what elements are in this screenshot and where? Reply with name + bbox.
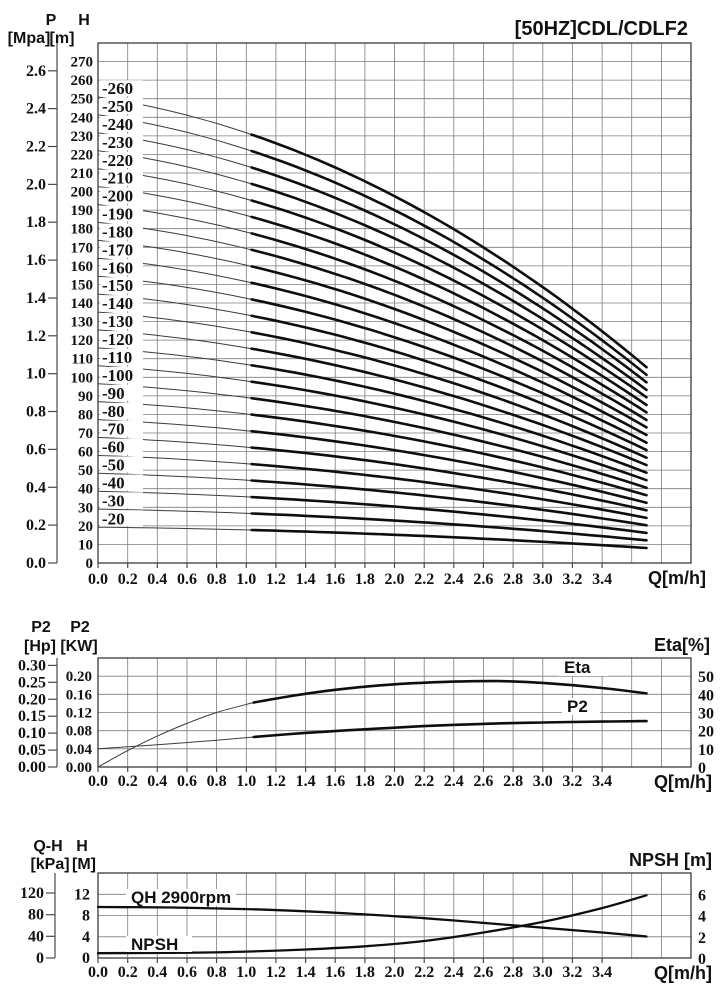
x-tick-label: 3.4 [592, 964, 613, 981]
npsh-tick-label: 4 [698, 908, 706, 926]
x-tick-label: 2.4 [443, 773, 464, 790]
x-tick-label: 1.6 [325, 571, 346, 588]
p-mpa-tick-label: 1.8 [26, 214, 46, 232]
h-m-tick-label: 120 [70, 333, 93, 350]
curve-label-40: -40 [102, 473, 125, 493]
h-m-tick-label: 230 [70, 128, 93, 145]
h-axis-header: H [78, 12, 90, 29]
h-m-tick-label: 240 [70, 110, 93, 127]
h-m-tick-label: 140 [70, 296, 93, 312]
p-mpa-tick-label: 2.6 [26, 62, 46, 80]
x-tick-label: 1.2 [265, 571, 286, 588]
x-tick-label: 3.2 [562, 964, 583, 981]
eta-tick-label: 0 [698, 760, 706, 777]
p-axis-header: P [45, 12, 57, 29]
p2-hp-tick-label: 0.30 [18, 657, 46, 675]
pump-curve-250 [252, 151, 647, 375]
p-mpa-tick-label: 1.4 [26, 290, 46, 307]
eta-tick-label: 10 [698, 741, 714, 759]
h-m-tick-label: 100 [70, 370, 93, 387]
p2-hp-tick-label: 0.25 [18, 674, 46, 692]
x-tick-label: 1.8 [354, 964, 375, 981]
npsh-tick-label: 2 [698, 929, 706, 947]
curve-label-170: -170 [102, 240, 134, 260]
x-tick-label: 1.4 [295, 773, 316, 790]
p2-kw-tick-label: 0.12 [65, 705, 92, 722]
curve-label-200: -200 [102, 186, 134, 206]
x-tick-label: 0.4 [147, 571, 168, 588]
p2-curve-low-flow [98, 737, 254, 749]
p-mpa-tick-label: 0.2 [26, 517, 46, 535]
curve-label-130: -130 [102, 312, 134, 332]
x-tick-label: 2.4 [443, 571, 464, 588]
pump-curve-20 [252, 530, 647, 548]
h-m-tick-label: 210 [70, 166, 93, 182]
h-m-tick-label: 30 [78, 500, 93, 517]
p-mpa-tick-label: 2.0 [26, 176, 46, 194]
p2-hp-header: P2 [31, 619, 51, 636]
h-axis-unit: [m] [49, 30, 75, 47]
npsh-curve-label: NPSH [131, 935, 179, 954]
h-m-tick-label: 80 [78, 407, 93, 424]
curve-label-110: -110 [102, 347, 133, 367]
curve-label-150: -150 [102, 276, 134, 296]
x-tick-label: 1.2 [265, 773, 286, 790]
x-tick-label: 3.4 [592, 773, 613, 790]
chart-title: [50HZ]CDL/CDLF2 [514, 18, 688, 40]
p2-hp-tick-label: 0.15 [18, 708, 46, 726]
x-tick-label: 1.6 [325, 773, 346, 790]
x-tick-label: 0.8 [206, 571, 227, 588]
h-m-tick-label: 8 [82, 907, 90, 925]
h-m-tick-label: 10 [78, 537, 93, 554]
p-mpa-tick-label: 0.0 [26, 555, 46, 572]
eta-tick-label: 30 [698, 705, 714, 723]
x-tick-label: 0.0 [88, 571, 108, 588]
x-tick-label: 1.0 [236, 773, 257, 790]
p2-kw-unit: [KW] [60, 638, 98, 655]
h-m-tick-label: 190 [70, 203, 93, 220]
curve-label-120: -120 [102, 330, 134, 350]
x-tick-label: 0.8 [206, 964, 227, 981]
curve-label-240: -240 [102, 115, 134, 134]
flow-axis-label-top: Q[m/h] [648, 568, 706, 588]
p2-curve-label: P2 [567, 697, 588, 716]
x-tick-label: 2.2 [414, 964, 435, 981]
h-m-tick-label: 20 [78, 518, 93, 535]
qh-kpa-header: Q-H [33, 838, 63, 855]
p-mpa-tick-label: 1.2 [26, 327, 46, 345]
x-tick-label: 1.8 [354, 571, 375, 588]
curve-label-230: -230 [102, 132, 134, 152]
x-tick-label: 0.0 [88, 964, 108, 981]
pump-curve-240 [252, 168, 647, 383]
h-m-tick-label: 12 [74, 886, 90, 904]
pump-curve-90 [252, 415, 647, 496]
h-m-tick-label: 110 [71, 351, 93, 368]
qh-kpa-tick-label: 0 [36, 950, 44, 967]
npsh-tick-label: 0 [698, 951, 706, 968]
h-m-tick-label: 260 [70, 73, 93, 90]
curve-label-50: -50 [102, 455, 125, 475]
power-efficiency-chart [18, 657, 714, 790]
pump-curve-100 [252, 398, 647, 488]
x-tick-label: 1.6 [325, 964, 346, 981]
x-tick-label: 2.2 [414, 773, 435, 790]
x-tick-label: 2.0 [384, 773, 405, 790]
p2-kw-tick-label: 0.20 [65, 669, 92, 686]
x-tick-label: 0.4 [147, 773, 168, 790]
h-m-tick-label: 0 [82, 950, 90, 967]
x-tick-label: 0.6 [177, 773, 197, 790]
p2-kw-tick-label: 0.08 [65, 723, 92, 740]
x-tick-label: 2.4 [443, 964, 464, 981]
eta-axis-label: Eta[%] [653, 635, 710, 655]
x-tick-label: 0.8 [206, 773, 227, 790]
h-m-tick-label: 160 [70, 258, 93, 275]
p2-hp-tick-label: 0.10 [18, 725, 46, 743]
x-tick-label: 0.6 [177, 964, 197, 981]
p-mpa-tick-label: 0.6 [26, 441, 46, 459]
x-tick-label: 1.4 [295, 571, 316, 588]
x-tick-label: 2.0 [384, 571, 405, 588]
x-tick-label: 0.2 [117, 773, 138, 790]
qh-kpa-tick-label: 40 [28, 928, 44, 946]
p-mpa-tick-label: 0.8 [26, 403, 46, 421]
curve-label-70: -70 [102, 419, 125, 439]
x-tick-label: 2.8 [503, 571, 524, 588]
x-tick-label: 2.2 [414, 571, 435, 588]
h-m-tick-label: 220 [70, 147, 93, 164]
h-m-header: H [76, 838, 88, 855]
h-m-tick-label: 4 [82, 928, 90, 946]
curve-label-250: -250 [102, 97, 134, 116]
curve-label-210: -210 [102, 168, 134, 188]
x-tick-label: 3.0 [532, 773, 553, 790]
h-m-tick-label: 90 [78, 388, 93, 405]
qh-npsh-chart [20, 873, 706, 981]
eta-curve-label: Eta [564, 658, 591, 677]
curve-label-260: -260 [102, 79, 134, 99]
p2-kw-tick-label: 0.00 [65, 760, 92, 776]
curve-label-220: -220 [102, 150, 134, 170]
x-tick-label: 3.0 [532, 964, 553, 981]
x-tick-label: 0.2 [117, 964, 138, 981]
h-m-tick-label: 180 [70, 221, 93, 238]
x-tick-label: 0.6 [177, 571, 197, 588]
x-tick-label: 3.4 [592, 571, 613, 588]
p2-hp-tick-label: 0.20 [18, 691, 46, 709]
qh-kpa-tick-label: 80 [28, 906, 44, 924]
curve-label-30: -30 [102, 491, 125, 511]
curve-label-100: -100 [102, 365, 134, 385]
curve-label-180: -180 [102, 222, 134, 242]
x-tick-label: 3.2 [562, 571, 583, 588]
p2-curve [254, 721, 647, 737]
h-m-tick-label: 50 [78, 463, 93, 480]
h-m-tick-label: 40 [78, 481, 93, 498]
npsh-tick-label: 6 [698, 887, 706, 905]
h-m-tick-label: 170 [70, 240, 93, 257]
qh-curve [98, 907, 647, 937]
p2-hp-unit: [Hp] [24, 638, 56, 655]
p2-hp-tick-label: 0.05 [18, 742, 46, 760]
h-m-tick-label: 130 [70, 314, 93, 331]
x-tick-label: 0.0 [88, 773, 108, 790]
x-tick-label: 0.4 [147, 964, 168, 981]
curve-label-80: -80 [102, 401, 125, 421]
eta-tick-label: 50 [698, 669, 714, 687]
x-tick-label: 1.4 [295, 964, 316, 981]
x-tick-label: 2.0 [384, 964, 405, 981]
p2-kw-header: P2 [70, 619, 90, 636]
h-m-tick-label: 250 [70, 91, 93, 108]
x-tick-label: 1.2 [265, 964, 286, 981]
x-tick-label: 2.8 [503, 773, 524, 790]
x-tick-label: 3.0 [532, 571, 553, 588]
x-tick-label: 2.6 [473, 571, 494, 588]
h-m-tick-label: 270 [70, 54, 93, 71]
x-tick-label: 2.6 [473, 773, 494, 790]
x-tick-label: 1.0 [236, 964, 257, 981]
x-tick-label: 1.0 [236, 571, 257, 588]
h-m-unit: [M] [72, 856, 96, 873]
flow-axis-label-bottom: Q[m/h] [654, 963, 712, 983]
curve-label-20: -20 [102, 509, 125, 529]
p-mpa-tick-label: 2.4 [26, 100, 46, 118]
p-mpa-tick-label: 1.6 [26, 252, 46, 270]
curve-label-60: -60 [102, 437, 125, 457]
h-m-tick-label: 150 [70, 277, 93, 294]
p-mpa-tick-label: 2.2 [26, 138, 46, 156]
p2-hp-tick-label: 0.00 [18, 759, 46, 776]
x-tick-label: 3.2 [562, 773, 583, 790]
eta-tick-label: 40 [698, 687, 714, 705]
h-m-tick-label: 0 [85, 556, 93, 572]
qh-kpa-unit: [kPa] [30, 856, 70, 873]
x-tick-label: 2.6 [473, 964, 494, 981]
p-mpa-tick-label: 1.0 [26, 365, 46, 383]
p-axis-unit: [Mpa] [7, 30, 51, 47]
h-m-tick-label: 70 [78, 426, 93, 442]
p2-kw-tick-label: 0.04 [65, 741, 92, 758]
h-m-tick-label: 60 [78, 444, 93, 461]
npsh-axis-label: NPSH [m] [628, 850, 712, 870]
flow-axis-label-middle: Q[m/h] [654, 772, 712, 792]
qh-kpa-tick-label: 120 [20, 885, 44, 902]
curve-label-140: -140 [102, 294, 134, 314]
eta-tick-label: 20 [698, 723, 714, 741]
h-m-tick-label: 200 [70, 184, 93, 201]
x-tick-label: 0.2 [117, 571, 138, 588]
x-tick-label: 1.8 [354, 773, 375, 790]
x-tick-label: 2.8 [503, 964, 524, 981]
head-capacity-chart [26, 43, 691, 588]
p-mpa-tick-label: 0.4 [26, 479, 46, 497]
curve-label-90: -90 [102, 383, 125, 403]
curve-label-190: -190 [102, 204, 134, 224]
qh-curve-label: QH 2900rpm [131, 888, 232, 907]
p2-kw-tick-label: 0.16 [65, 687, 92, 704]
curve-label-160: -160 [102, 258, 134, 278]
